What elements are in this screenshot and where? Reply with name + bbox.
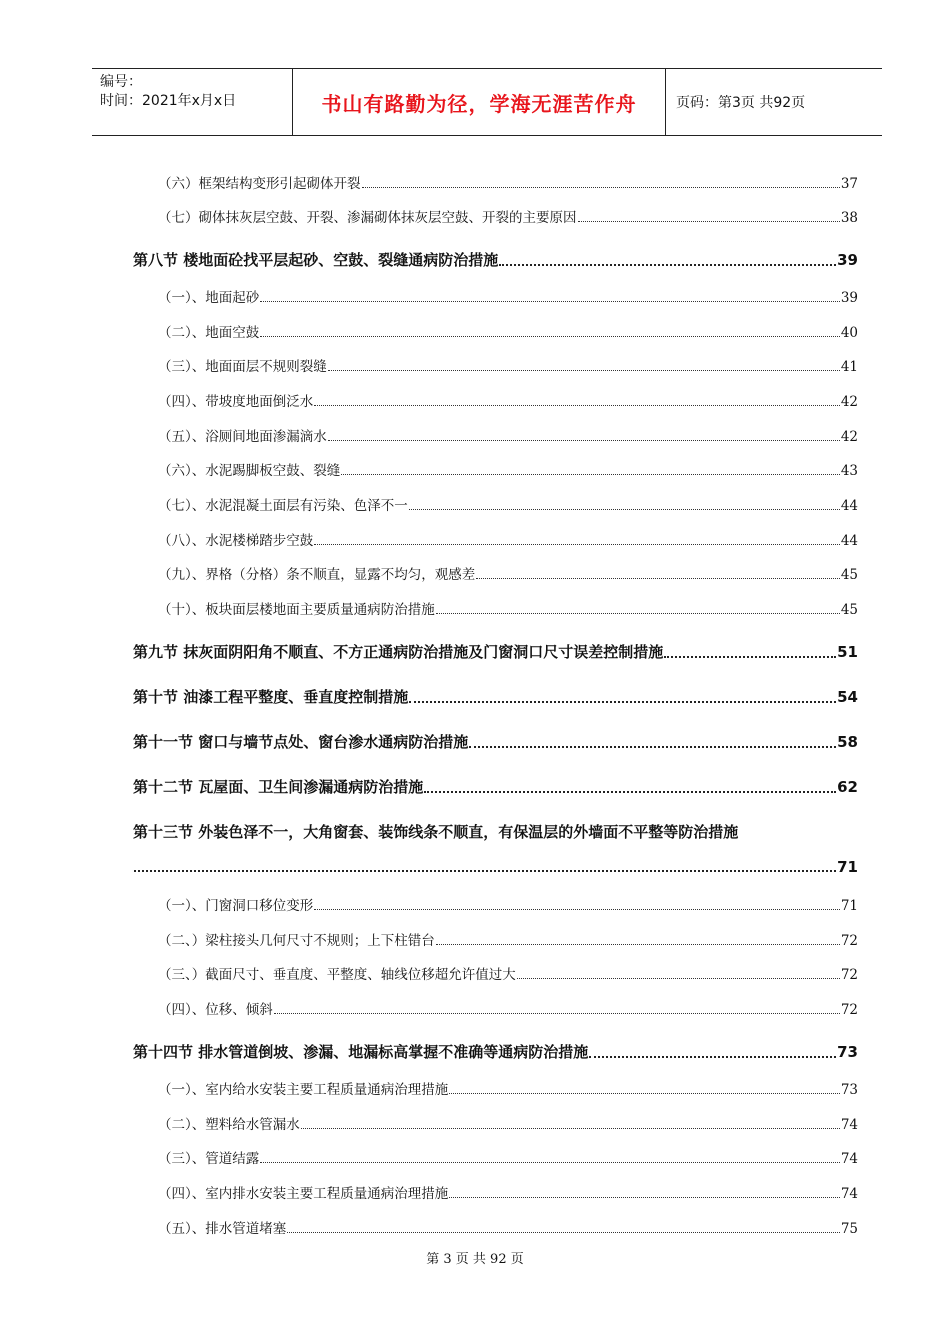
toc-entry[interactable]: （一）、室内给水安装主要工程质量通病治理措施 73 bbox=[158, 1082, 858, 1098]
toc-entry[interactable]: （二）、塑料给水管漏水 74 bbox=[158, 1117, 858, 1133]
toc-entry[interactable]: （三）、地面面层不规则裂缝 41 bbox=[158, 359, 858, 375]
toc-entry[interactable]: （三）、管道结露 74 bbox=[158, 1151, 858, 1167]
toc-section[interactable]: 第十一节 窗口与墙节点处、窗台渗水通病防治措施 58 bbox=[133, 733, 858, 751]
toc-entry[interactable]: （一）、地面起砂 39 bbox=[158, 290, 858, 306]
toc-entry[interactable]: （二、）梁柱接头几何尺寸不规则；上下柱错台 72 bbox=[158, 933, 858, 949]
page-footer: 第 3 页 共 92 页 bbox=[426, 1252, 524, 1267]
toc-entry[interactable]: （六）框架结构变形引起砌体开裂 37 bbox=[158, 176, 858, 192]
header-motto: 书山有路勤为径，学海无涯苦作舟 bbox=[321, 91, 637, 116]
toc-entry[interactable]: （五）、浴厕间地面渗漏滴水 42 bbox=[158, 429, 858, 445]
header-meta bbox=[92, 69, 293, 135]
toc-entry[interactable]: （四）、室内排水安装主要工程质量通病治理措施 74 bbox=[158, 1186, 858, 1202]
toc-entry[interactable]: （三、）截面尺寸、垂直度、平整度、轴线位移超允许值过大 72 bbox=[158, 967, 858, 983]
toc-entry[interactable]: （十）、板块面层楼地面主要质量通病防治措施 45 bbox=[158, 602, 858, 618]
toc-entry[interactable]: （五）、排水管道堵塞 75 bbox=[158, 1221, 858, 1237]
toc-section[interactable]: 第十二节 瓦屋面、卫生间渗漏通病防治措施 62 bbox=[133, 778, 858, 796]
toc-section[interactable]: 第九节 抹灰面阴阳角不顺直、不方正通病防治措施及门窗洞口尺寸误差控制措施 51 bbox=[133, 643, 858, 661]
toc-entry[interactable]: （二）、地面空鼓 40 bbox=[158, 325, 858, 341]
toc-entry[interactable]: （九）、界格（分格）条不顺直，显露不均匀，观感差 45 bbox=[158, 567, 858, 583]
header-date: 时间：2021年x月x日 bbox=[100, 93, 237, 109]
toc-section-title[interactable]: 第十三节 外装色泽不一，大角窗套、装饰线条不顺直，有保温层的外墙面不平整等防治措施 bbox=[133, 823, 739, 841]
toc-entry[interactable]: （四）、位移、倾斜 72 bbox=[158, 1002, 858, 1018]
toc-entry[interactable]: （六）、水泥踢脚板空鼓、裂缝 43 bbox=[158, 463, 858, 479]
header-page-info: 页码：第3页 共92页 bbox=[676, 95, 806, 111]
toc-entry[interactable]: （八）、水泥楼梯踏步空鼓 44 bbox=[158, 533, 858, 549]
toc-entry[interactable]: （七）砌体抹灰层空鼓、开裂、渗漏砌体抹灰层空鼓、开裂的主要原因 38 bbox=[158, 210, 858, 226]
toc-section[interactable]: 第八节 楼地面砼找平层起砂、空鼓、裂缝通病防治措施 39 bbox=[133, 251, 858, 269]
toc-entry[interactable]: （七）、水泥混凝土面层有污染、色泽不一 44 bbox=[158, 498, 858, 514]
toc-section[interactable]: 第十节 油漆工程平整度、垂直度控制措施 54 bbox=[133, 688, 858, 706]
toc-entry[interactable]: （一）、门窗洞口移位变形 71 bbox=[158, 898, 858, 914]
page-header bbox=[92, 68, 882, 136]
toc-section[interactable]: 第十四节 排水管道倒坡、渗漏、地漏标高掌握不准确等通病防治措施 73 bbox=[133, 1043, 858, 1061]
toc-section-continued[interactable]: 71 bbox=[133, 858, 858, 876]
header-motto-cell bbox=[293, 69, 666, 135]
header-number: 编号： bbox=[100, 74, 142, 90]
toc-entry[interactable]: （四）、带坡度地面倒泛水 42 bbox=[158, 394, 858, 410]
